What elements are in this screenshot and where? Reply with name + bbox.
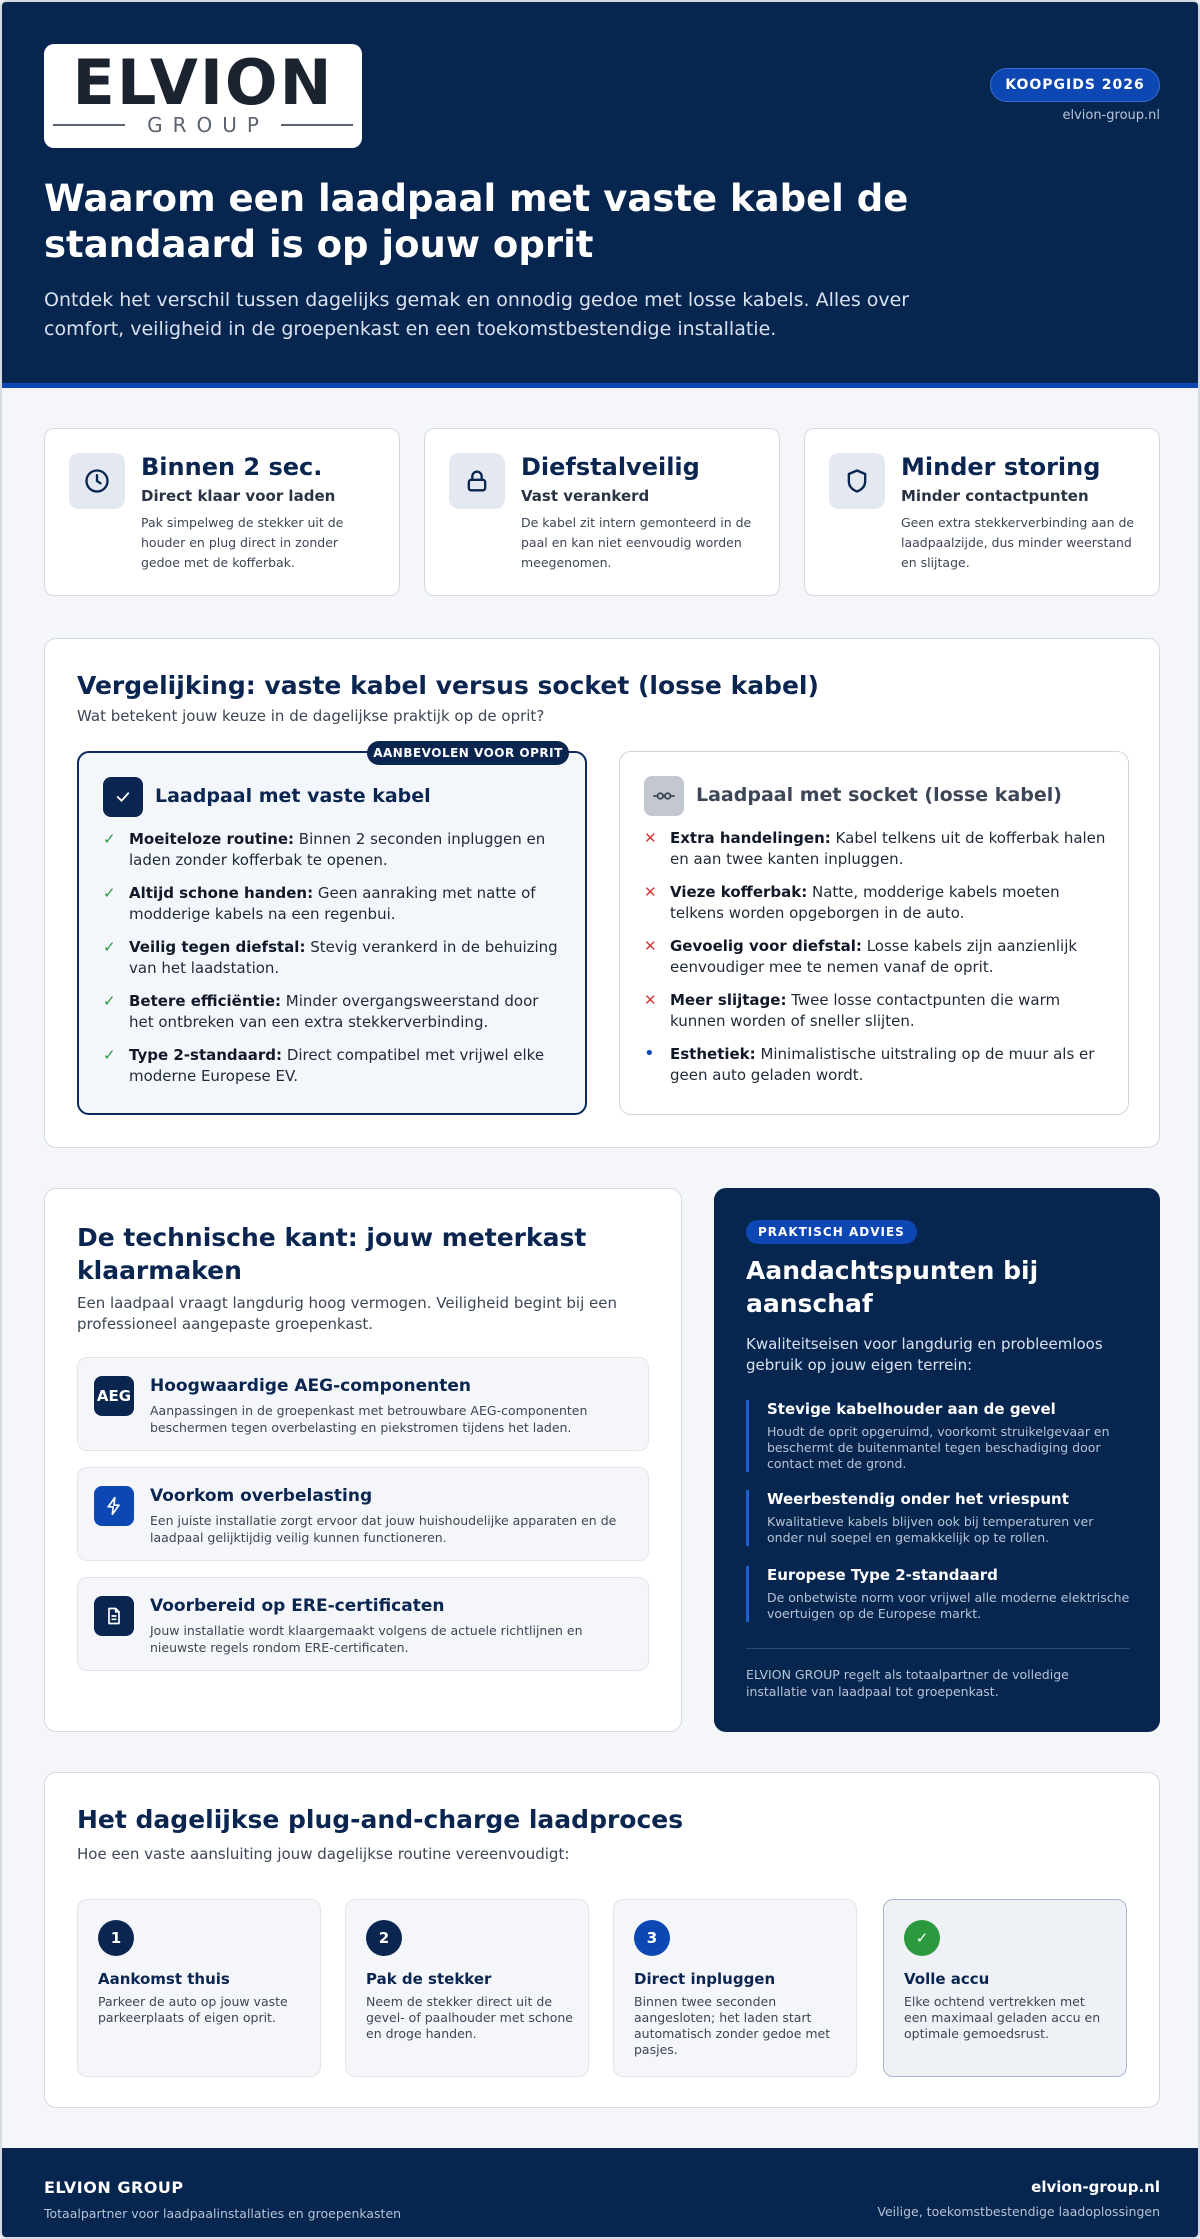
list-item: ✓ Betere efficiëntie: Minder overgangsweerstand door het ontbreken van een extra stekkerverbinding.: [103, 992, 539, 1031]
process-step: [345, 1899, 589, 2077]
socket-list: [644, 828, 1108, 1098]
process-step: [883, 1899, 1127, 2077]
step-number: 2: [366, 1920, 402, 1956]
lightning-icon: [94, 1486, 134, 1526]
checkmark-icon: ✓: [103, 992, 116, 1010]
plug-icon: [644, 776, 684, 816]
step-title: Pak de stekker: [366, 1970, 492, 1988]
footer-tagline-right: Veilige, toekomstbestendige laadoplossingen: [877, 2204, 1160, 2219]
step-number: 3: [634, 1920, 670, 1956]
comparison-title: Vergelijking: vaste kabel versus socket (losse kabel): [77, 671, 819, 700]
guide-badge: KOOPGIDS 2026: [990, 68, 1160, 102]
logo-line-right: [281, 124, 353, 126]
technical-item-overload: [77, 1467, 649, 1561]
technical-item-title: Hoogwaardige AEG-componenten: [150, 1376, 471, 1396]
checkmark-icon: ✓: [103, 830, 116, 848]
feature-title: Diefstalveilig: [521, 453, 700, 481]
list-item: ✕ Vieze kofferbak: Natte, modderige kabels moeten telkens worden opgeborgen in de auto.: [644, 883, 1060, 922]
list-item: ✓ Veilig tegen diefstal: Stevig verankerd in de behuizing van het laadstation.: [103, 938, 558, 977]
page-title: Waarom een laadpaal met vaste kabel de standaard is op jouw oprit: [44, 177, 909, 266]
technical-section: [44, 1188, 682, 1732]
process-subtitle: Hoe een vaste aansluiting jouw dagelijkse routine vereenvoudigt:: [77, 1845, 570, 1863]
footer-brand: ELVION GROUP: [44, 2178, 184, 2197]
socket-column: [619, 751, 1129, 1115]
advice-item-text: De onbetwiste norm voor vrijwel alle moderne elektrische voertuigen op de Europese markt.: [767, 1590, 1130, 1621]
technical-item-title: Voorbereid op ERE-certificaten: [150, 1596, 445, 1616]
feature-card-reliability: [804, 428, 1160, 596]
list-item: ✓ Moeiteloze routine: Binnen 2 seconden inpluggen en laden zonder kofferbak te openen.: [103, 830, 546, 869]
feature-text: Geen extra stekkerverbinding aan de laadpaalzijde, dus minder weerstand en slijtage.: [901, 515, 1135, 570]
feature-title: Minder storing: [901, 453, 1101, 481]
footer-url-link[interactable]: elvion-group.nl: [1031, 2178, 1160, 2196]
advice-title: Aandachtspunten bij aanschaf: [746, 1256, 1039, 1318]
advice-footer: ELVION GROUP regelt als totaalpartner de volledige installatie van laadpaal tot groepenkast.: [746, 1667, 1069, 1699]
shield-icon: [829, 453, 885, 509]
feature-text: De kabel zit intern gemonteerd in de paal en kan niet eenvoudig worden meegenomen.: [521, 515, 752, 570]
list-item: ✓ Altijd schone handen: Geen aanraking met natte of modderige kabels na een regenbui.: [103, 884, 536, 923]
recommended-badge: AANBEVOLEN VOOR OPRIT: [367, 741, 569, 765]
list-item: ✕ Gevoelig voor diefstal: Losse kabels zijn aanzienlijk eenvoudiger mee te nemen vanaf de oprit.: [644, 937, 1078, 976]
advice-item: [746, 1400, 1130, 1472]
feature-subtitle: Minder contactpunten: [901, 487, 1089, 505]
aeg-icon: AEG: [94, 1376, 134, 1416]
technical-item-text: Jouw installatie wordt klaargemaakt volgens de actuele richtlijnen en nieuwste regels rondom ERE-certificaten.: [150, 1623, 583, 1655]
process-section: [44, 1772, 1160, 2108]
feature-text: Pak simpelweg de stekker uit de houder en plug direct in zonder gedoe met de kofferbak.: [141, 515, 344, 570]
process-title: Het dagelijkse plug-and-charge laadproces: [77, 1805, 684, 1834]
advice-item-text: Kwalitatieve kabels blijven ook bij temperaturen ver onder nul soepel en gemakkelijk op te rollen.: [767, 1514, 1094, 1545]
advice-item: [746, 1490, 1130, 1546]
clock-icon: [69, 453, 125, 509]
process-step: [613, 1899, 857, 2077]
bullet-icon: •: [644, 1043, 655, 1064]
step-title: Aankomst thuis: [98, 1970, 230, 1988]
document-icon: [94, 1596, 134, 1636]
list-item: ✕ Extra handelingen: Kabel telkens uit de kofferbak halen en aan twee kanten inpluggen.: [644, 829, 1106, 868]
step-text: Elke ochtend vertrekken met een maximaal geladen accu en optimale gemoedsrust.: [904, 1994, 1101, 2041]
step-number: 1: [98, 1920, 134, 1956]
step-title: Volle accu: [904, 1970, 990, 1988]
logo-subline: [44, 110, 362, 140]
checkmark-icon: ✓: [103, 1046, 116, 1064]
step-title: Direct inpluggen: [634, 1970, 776, 1988]
technical-item-text: Aanpassingen in de groepenkast met betrouwbare AEG-componenten beschermen tegen overbelasting en piekstromen tijdens het laden.: [150, 1403, 588, 1435]
logo-line-left: [53, 124, 125, 126]
checkmark-icon: ✓: [103, 938, 116, 956]
divider: [746, 1648, 1130, 1649]
feature-card-theft: [424, 428, 780, 596]
fixed-cable-list: [103, 829, 567, 1099]
checkmark-icon: ✓: [103, 884, 116, 902]
cross-icon: ✕: [644, 829, 657, 847]
page-description: Ontdek het verschil tussen dagelijks gemak en onnodig gedoe met losse kabels. Alles over comfort, veiligheid in de groepenkast en een toekomstbestendige installatie.: [44, 289, 910, 340]
hero-header: [2, 2, 1200, 388]
technical-item-title: Voorkom overbelasting: [150, 1486, 373, 1506]
feature-subtitle: Vast verankerd: [521, 487, 650, 505]
technical-subtitle: Een laadpaal vraagt langdurig hoog vermogen. Veiligheid begint bij een professioneel aangepaste groepenkast.: [77, 1294, 617, 1333]
page-footer: [2, 2148, 1200, 2239]
step-text: Binnen twee seconden aangesloten; het laden start automatisch zonder gedoe met pasjes.: [634, 1994, 831, 2057]
footer-tagline: Totaalpartner voor laadpaalinstallaties en groepenkasten: [44, 2206, 402, 2221]
cross-icon: ✕: [644, 883, 657, 901]
technical-item-ere: [77, 1577, 649, 1671]
feature-subtitle: Direct klaar voor laden: [141, 487, 336, 505]
header-url-link[interactable]: elvion-group.nl: [1062, 108, 1160, 123]
advice-item: [746, 1566, 1130, 1622]
step-text: Neem de stekker direct uit de gevel- of paalhouder met schone en droge handen.: [366, 1994, 573, 2041]
comparison-section: [44, 638, 1160, 1148]
comparison-subtitle: Wat betekent jouw keuze in de dagelijkse praktijk op de oprit?: [77, 707, 545, 725]
fixed-cable-column: [77, 746, 587, 1115]
list-item: • Esthetiek: Minimalistische uitstraling op de muur als er geen auto geladen wordt.: [644, 1043, 1095, 1084]
technical-item-aeg: [77, 1357, 649, 1451]
advice-panel: [714, 1188, 1160, 1732]
logo-wordmark: ELVION: [72, 46, 334, 119]
step-done-check-icon: ✓: [904, 1920, 940, 1956]
advice-subtitle: Kwaliteitseisen voor langdurig en probleemloos gebruik op jouw eigen terrein:: [746, 1335, 1103, 1374]
elvion-logo[interactable]: [44, 44, 362, 148]
list-item: ✕ Meer slijtage: Twee losse contactpunten die warm kunnen worden of sneller slijten.: [644, 991, 1061, 1030]
feature-title: Binnen 2 sec.: [141, 453, 323, 481]
advice-item-title: Europese Type 2-standaard: [767, 1566, 998, 1584]
advice-badge: PRAKTISCH ADVIES: [746, 1220, 917, 1244]
technical-item-text: Een juiste installatie zorgt ervoor dat jouw huishoudelijke apparaten en de laadpaal gelijktijdig veilig kunnen functioneren.: [150, 1513, 617, 1545]
advice-item-title: Stevige kabelhouder aan de gevel: [767, 1400, 1056, 1418]
process-step: [77, 1899, 321, 2077]
technical-title: De technische kant: jouw meterkast klaarmaken: [77, 1223, 587, 1285]
lock-icon: [449, 453, 505, 509]
advice-item-title: Weerbestendig onder het vriespunt: [767, 1490, 1069, 1508]
step-text: Parkeer de auto op jouw vaste parkeerplaats of eigen oprit.: [98, 1994, 288, 2025]
logo-sub-text: GROUP: [147, 113, 269, 137]
feature-card-speed: [44, 428, 400, 596]
fixed-cable-heading: Laadpaal met vaste kabel: [155, 785, 431, 807]
list-item: ✓ Type 2-standaard: Direct compatibel met vrijwel elke moderne Europese EV.: [103, 1046, 545, 1085]
advice-item-text: Houdt de oprit opgeruimd, voorkomt struikelgevaar en beschermt de buitenmantel tegen beschadiging door contact met de grond.: [767, 1424, 1110, 1471]
cross-icon: ✕: [644, 991, 657, 1009]
cross-icon: ✕: [644, 937, 657, 955]
socket-heading: Laadpaal met socket (losse kabel): [696, 784, 1062, 806]
check-icon: [103, 777, 143, 817]
